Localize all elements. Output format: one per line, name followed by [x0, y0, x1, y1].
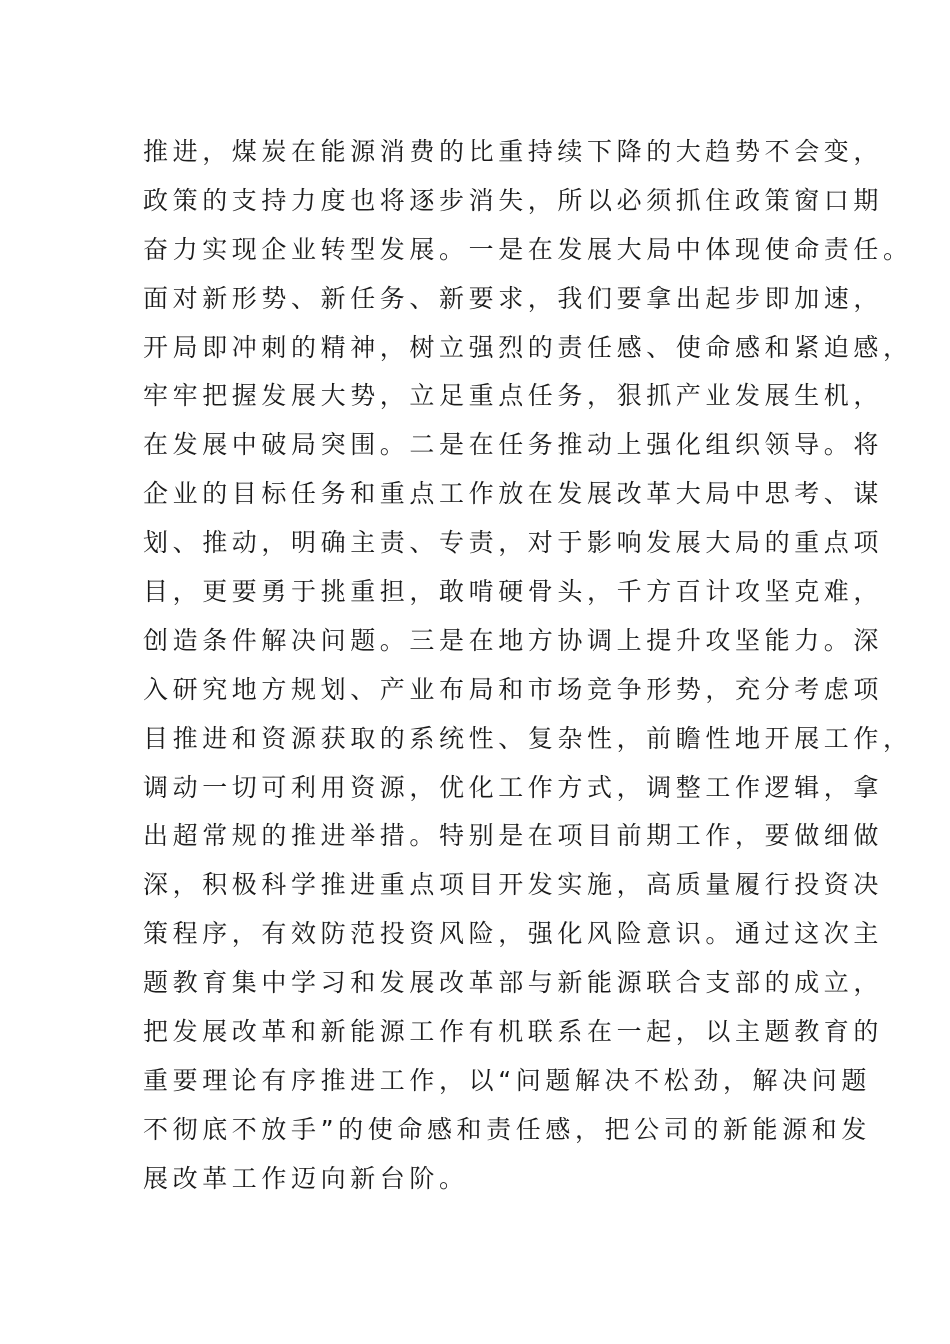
text-line: 面对新形势、新任务、新要求，我们要拿出起步即加速， — [143, 283, 884, 313]
text-line: 划、推动，明确主责、专责，对于影响发展大局的重点项 — [143, 528, 884, 558]
text-line: 把发展改革和新能源工作有机联系在一起，以主题教育的 — [143, 1017, 884, 1047]
text-line: 目推进和资源获取的系统性、复杂性，前瞻性地开展工作， — [143, 723, 913, 753]
text-line: 深，积极科学推进重点项目开发实施，高质量履行投资决 — [143, 870, 884, 900]
text-line: 开局即冲刺的精神，树立强烈的责任感、使命感和紧迫感， — [143, 332, 913, 362]
text-line: 题教育集中学习和发展改革部与新能源联合支部的成立， — [143, 968, 884, 998]
text-line: 不彻底不放手”的使命感和责任感，把公司的新能源和发 — [143, 1114, 871, 1144]
text-line: 在发展中破局突围。二是在任务推动上强化组织领导。将 — [143, 430, 884, 460]
body-text — [143, 128, 913, 1204]
text-line: 企业的目标任务和重点工作放在发展改革大局中思考、谋 — [143, 479, 884, 509]
text-line: 奋力实现企业转型发展。一是在发展大局中体现使命责任。 — [143, 234, 913, 264]
text-line: 推进，煤炭在能源消费的比重持续下降的大趋势不会变， — [143, 137, 884, 166]
text-line: 策程序，有效防范投资风险，强化风险意识。通过这次主 — [143, 919, 884, 949]
text-line: 牢牢把握发展大势，立足重点任务，狠抓产业发展生机， — [143, 381, 884, 411]
text-line: 出超常规的推进举措。特别是在项目前期工作，要做细做 — [143, 821, 884, 851]
text-line: 展改革工作迈向新台阶。 — [143, 1163, 469, 1193]
text-line: 调动一切可利用资源，优化工作方式，调整工作逻辑，拿 — [143, 772, 884, 802]
text-line: 目，更要勇于挑重担，敢啃硬骨头，千方百计攻坚克难， — [143, 577, 884, 607]
text-line: 政策的支持力度也将逐步消失，所以必须抓住政策窗口期 — [143, 185, 884, 215]
text-line: 创造条件解决问题。三是在地方协调上提升攻坚能力。深 — [143, 625, 884, 655]
text-line: 重要理论有序推进工作，以“问题解决不松劲，解决问题 — [143, 1065, 871, 1095]
text-line: 入研究地方规划、产业布局和市场竞争形势，充分考虑项 — [143, 674, 884, 704]
